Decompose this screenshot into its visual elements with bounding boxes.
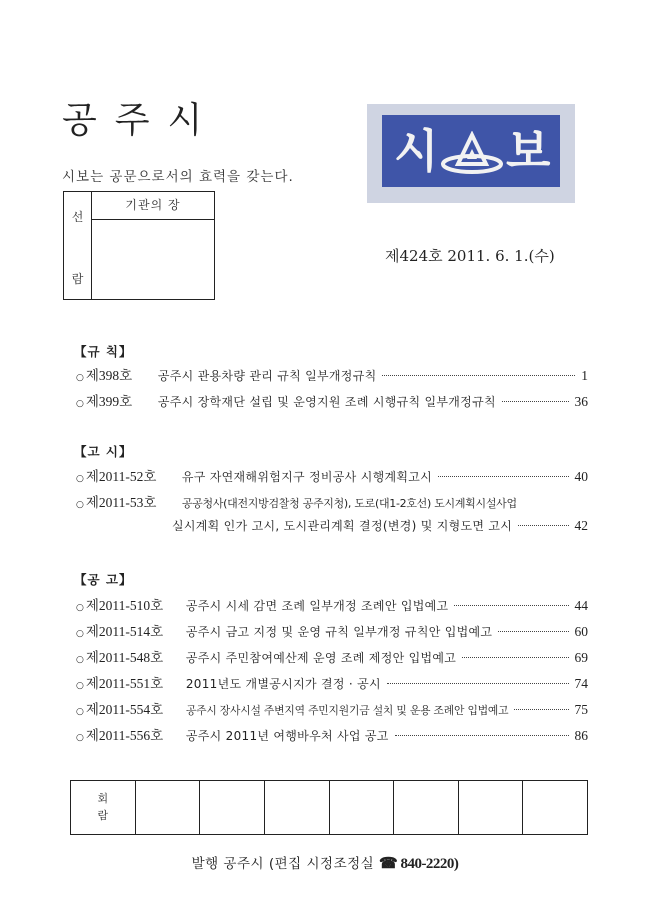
circulation-signature-cell bbox=[135, 781, 200, 834]
entry-page: 74 bbox=[574, 676, 588, 691]
review-stamp-box bbox=[63, 191, 215, 300]
entry-number: 제2011-554호 bbox=[85, 702, 164, 717]
issue-number-date: 제424호 2011. 6. 1.(수) bbox=[385, 247, 555, 265]
entry-page: 86 bbox=[574, 728, 588, 743]
entry-title: 공주시 시세 감면 조례 일부개정 조례안 입법예고 bbox=[185, 599, 449, 613]
toc-entry[interactable] bbox=[76, 672, 588, 692]
leader-dots bbox=[454, 605, 568, 606]
logo-char-right: 보 bbox=[506, 124, 551, 178]
toc-entry[interactable] bbox=[76, 594, 588, 614]
city-emblem-icon bbox=[440, 131, 504, 177]
entry-number: 제2011-548호 bbox=[85, 650, 164, 665]
bullet-icon: ○ bbox=[76, 733, 84, 743]
entry-title: 공주시 장학재단 설립 및 운영지원 조례 시행규칙 일부개정규칙 bbox=[157, 395, 496, 409]
toc-entry[interactable] bbox=[76, 364, 588, 384]
circulation-label-bottom: 람 bbox=[97, 809, 109, 822]
bullet-icon: ○ bbox=[76, 655, 84, 665]
entry-page: 42 bbox=[574, 518, 588, 533]
circulation-signature-cell bbox=[458, 781, 523, 834]
bullet-icon: ○ bbox=[76, 707, 84, 717]
entry-number: 제2011-53호 bbox=[85, 495, 157, 510]
entry-number: 제2011-52호 bbox=[85, 469, 157, 484]
leader-dots bbox=[514, 709, 568, 710]
review-label-bottom: 람 bbox=[71, 272, 84, 286]
review-label-column bbox=[64, 192, 92, 299]
toc-entry[interactable] bbox=[76, 646, 588, 666]
entry-title: 공공청사(대전지방검찰청 공주지청), 도로(대1-2호선) 도시계획시설사업 bbox=[181, 497, 517, 510]
leader-dots bbox=[387, 683, 569, 684]
publisher-footer bbox=[0, 852, 650, 873]
circulation-signature-cell bbox=[393, 781, 458, 834]
gazette-logo bbox=[367, 104, 575, 203]
entry-title: 유구 자연재해위험지구 정비공사 시행계획고시 bbox=[181, 470, 433, 484]
leader-dots bbox=[382, 375, 575, 376]
review-label-top: 선 bbox=[71, 210, 84, 224]
entry-number: 제2011-510호 bbox=[85, 598, 164, 613]
bullet-icon: ○ bbox=[76, 474, 84, 484]
circulation-signature-cell bbox=[329, 781, 394, 834]
entry-title: 공주시 관용차량 관리 규칙 일부개정규칙 bbox=[157, 369, 377, 383]
entry-title: 공주시 장사시설 주변지역 주민지원기금 설치 및 운용 조례안 입법예고 bbox=[185, 704, 509, 717]
entry-number: 제2011-551호 bbox=[85, 676, 164, 691]
entry-title-continued: 실시계획 인가 고시, 도시관리계획 결정(변경) 및 지형도면 고시 bbox=[172, 519, 513, 533]
toc-entry[interactable] bbox=[76, 698, 588, 718]
gazette-logo-panel bbox=[382, 115, 560, 187]
city-title: 공주시 bbox=[62, 100, 221, 141]
leader-dots bbox=[502, 401, 569, 402]
entry-page: 75 bbox=[574, 702, 588, 717]
bullet-icon: ○ bbox=[76, 373, 84, 383]
entry-number: 제2011-556호 bbox=[85, 728, 164, 743]
bullet-icon: ○ bbox=[76, 681, 84, 691]
phone-number: 840-2220) bbox=[397, 856, 459, 872]
bullet-icon: ○ bbox=[76, 603, 84, 613]
toc-entry[interactable] bbox=[76, 465, 588, 485]
section-heading-announcements: 【공 고】 bbox=[74, 572, 133, 587]
bullet-icon: ○ bbox=[76, 399, 84, 409]
circulation-label bbox=[71, 781, 135, 834]
circulation-table bbox=[70, 780, 588, 835]
circulation-signature-cell bbox=[264, 781, 329, 834]
toc-entry[interactable] bbox=[76, 724, 588, 744]
agency-head-header: 기관의 장 bbox=[92, 192, 214, 220]
entry-page: 40 bbox=[574, 469, 588, 484]
toc-entry-continuation[interactable] bbox=[76, 517, 588, 537]
entry-page: 60 bbox=[574, 624, 588, 639]
gazette-notice: 시보는 공문으로서의 효력을 갖는다. bbox=[62, 169, 294, 185]
circulation-label-top: 회 bbox=[97, 792, 109, 805]
entry-page: 44 bbox=[574, 598, 588, 613]
entry-title: 공주시 2011년 여행바우처 사업 공고 bbox=[185, 729, 389, 743]
entry-page: 69 bbox=[574, 650, 588, 665]
toc-entry[interactable] bbox=[76, 390, 588, 410]
entry-number: 제2011-514호 bbox=[85, 624, 164, 639]
section-heading-rules: 【규 칙】 bbox=[74, 344, 133, 359]
bullet-icon: ○ bbox=[76, 629, 84, 639]
toc-entry[interactable] bbox=[76, 620, 588, 640]
section-heading-notices: 【고 시】 bbox=[74, 444, 133, 459]
circulation-signature-cell bbox=[522, 781, 587, 834]
leader-dots bbox=[498, 631, 568, 632]
toc-entry[interactable] bbox=[76, 491, 588, 511]
leader-dots bbox=[395, 735, 569, 736]
entry-title: 2011년도 개별공시지가 결정 · 공시 bbox=[185, 677, 381, 691]
phone-icon: ☎ bbox=[379, 856, 398, 872]
publisher-text: 발행 공주시 (편집 시정조정실 bbox=[191, 856, 379, 872]
bullet-icon: ○ bbox=[76, 500, 84, 510]
entry-page: 36 bbox=[574, 394, 588, 409]
leader-dots bbox=[438, 476, 568, 477]
circulation-signature-cell bbox=[199, 781, 264, 834]
logo-char-left: 시 bbox=[394, 124, 439, 178]
entry-title: 공주시 금고 지정 및 운영 규칙 일부개정 규칙안 입법예고 bbox=[185, 625, 493, 639]
leader-dots bbox=[518, 525, 568, 526]
entry-number: 제399호 bbox=[85, 394, 133, 409]
entry-number: 제398호 bbox=[85, 368, 133, 383]
entry-page: 1 bbox=[581, 368, 588, 383]
leader-dots bbox=[462, 657, 568, 658]
entry-title: 공주시 주민참여예산제 운영 조례 제정안 입법예고 bbox=[185, 651, 457, 665]
